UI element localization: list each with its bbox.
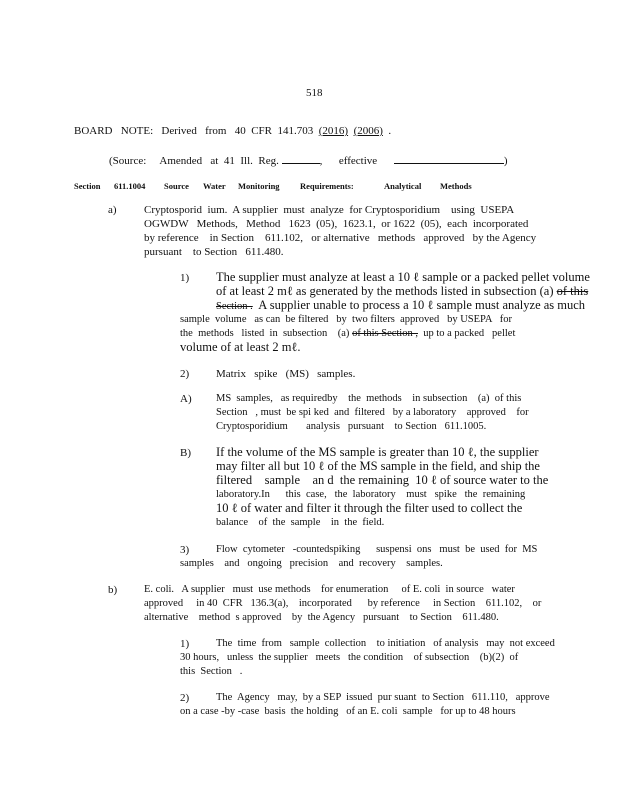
item-a1-line (216, 284, 588, 299)
item-a2A-label: A) (180, 393, 192, 405)
subsection-a-line: OGWDW Methods, Method 1623 (05), 1623.1, or 1622 (05), each incorporated (144, 218, 529, 230)
subsection-b-label: b) (108, 584, 118, 596)
subsection-a-line: by reference in Section 611.102, or alternative methods approved by the Agency (144, 232, 537, 244)
section-heading-word: Analytical (384, 181, 422, 191)
item-a2B-line: balance of the sample in the field. (216, 517, 385, 528)
deleted-text: of this (556, 284, 589, 298)
item-a2A-line: Cryptosporidium analysis pursuant to Section 611.1005. (216, 421, 487, 432)
item-a2-text: Matrix spike (MS) samples. (216, 368, 356, 380)
section-heading-word: Section (74, 181, 101, 191)
item-a1-label: 1) (180, 272, 190, 284)
page-number: 518 (306, 87, 323, 99)
item-a3-label: 3) (180, 544, 190, 556)
item-b1-line: The time from sample collection to initiation of analysis may not exceed (216, 638, 555, 649)
source-prefix: (Source: Amended at 41 Ill. Reg. (109, 155, 279, 167)
item-a2B-line: laboratory.In this case, the laboratory must spike the remaining (216, 489, 526, 500)
item-a2A-line: MS samples, as requiredby the methods in subsection (a) of this (216, 393, 522, 404)
item-a1-text: A supplier unable to process a 10 ℓ sample must analyze as much (252, 298, 586, 312)
reg-number-blank (282, 152, 320, 164)
effective-date-blank (394, 152, 504, 164)
subsection-b-line: approved in 40 CFR 136.3(a), incorporated by reference in Section 611.102, or (144, 598, 542, 609)
board-note-added: (2016) (318, 125, 349, 137)
item-a1-line: volume of at least 2 mℓ. (180, 340, 301, 354)
section-heading-word: Requirements: (300, 181, 354, 191)
item-a1-text: up to a packed pellet (417, 328, 516, 339)
item-a1-line: The supplier must analyze at least a 10 ℓ sample or a packed pellet volume (216, 270, 590, 284)
subsection-a-line: pursuant to Section 611.480. (144, 246, 284, 258)
item-a2B-label: B) (180, 447, 191, 459)
section-heading-word: Monitoring (238, 181, 280, 191)
item-a1-line (216, 298, 585, 314)
source-line (109, 152, 508, 168)
item-a2B-line: may filter all but 10 ℓ of the MS sample in the field, and ship the (216, 459, 540, 473)
item-a2B-line: 10 ℓ of water and filter it through the filter used to collect the (216, 501, 523, 515)
item-b2-line: The Agency may, by a SEP issued pur suant to Section 611.110, approve (216, 692, 550, 703)
item-a2A-line: Section , must be spi ked and filtered by a laboratory approved for (216, 407, 529, 418)
item-a1-line: sample volume as can be filtered by two filters approved by USEPA for (180, 314, 513, 325)
section-heading-word: Methods (440, 181, 472, 191)
subsection-b-line: E. coli. A supplier must use methods for enumeration of E. coli in source water (144, 584, 515, 595)
source-effective: , effective (319, 155, 378, 167)
board-note-text: BOARD NOTE: Derived from 40 CFR 141.703 (74, 125, 319, 137)
item-a2-label: 2) (180, 368, 190, 380)
subsection-a-line: Cryptosporid ium. A supplier must analyze for Cryptosporidium using USEPA (144, 204, 515, 216)
item-a2B-line: If the volume of the MS sample is greater than 10 ℓ, the supplier (216, 445, 539, 459)
subsection-b-line: alternative method s approved by the Agency pursuant to Section 611.480. (144, 612, 499, 623)
item-b2-line: on a case -by -case basis the holding of an E. coli sample for up to 48 hours (180, 706, 516, 717)
item-b1-line: this Section . (180, 666, 243, 677)
item-a2B-line: filtered sample an d the remaining 10 ℓ of source water to the (216, 473, 549, 487)
item-b1-label: 1) (180, 638, 190, 650)
board-note-deleted: (2006) (353, 125, 383, 137)
source-close: ) (503, 155, 508, 167)
deleted-text: Section . (216, 301, 253, 312)
item-b1-line: 30 hours, unless the supplier meets the condition of subsection (b)(2) of (180, 652, 519, 663)
board-note (74, 124, 391, 138)
item-a3-line: Flow cytometer -countedspiking suspensi ons must be used for MS (216, 544, 538, 555)
item-b2-label: 2) (180, 692, 190, 704)
section-heading-word: Water (203, 181, 226, 191)
item-a1-line (180, 327, 515, 341)
item-a3-line: samples and ongoing precision and recovery samples. (180, 558, 443, 569)
board-note-end: . (382, 125, 392, 137)
item-a1-text: the methods listed in subsection (a) (180, 328, 353, 339)
deleted-text: of this Section , (352, 328, 418, 339)
subsection-a-label: a) (108, 204, 117, 216)
section-heading-word: Source (164, 181, 189, 191)
item-a1-text: of at least 2 mℓ as generated by the methods listed in subsection (a) (216, 284, 557, 298)
section-heading-number: 611.1004 (114, 181, 146, 191)
